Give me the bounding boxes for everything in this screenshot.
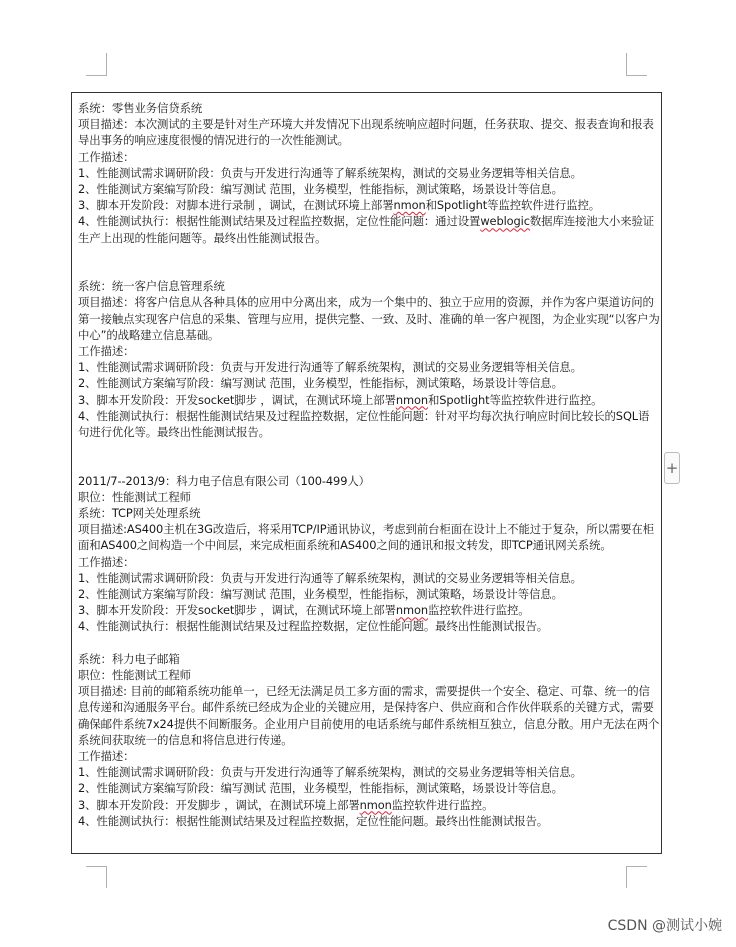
step-1: 1、性能测试需求调研阶段：负责与开发进行沟通等了解系统架构，测试的交易业务逻辑等相关信息。 <box>78 765 582 780</box>
add-content-button[interactable]: + <box>664 452 680 484</box>
work-description-label: 工作描述： <box>78 149 135 164</box>
project-3-system: 系统：TCP网关处理系统 <box>78 506 201 521</box>
step-1: 1、性能测试需求调研阶段：负责与开发进行沟通等了解系统架构，测试的交易业务逻辑等相关信息。 <box>78 360 582 375</box>
work-description-label: 工作描述： <box>78 344 135 359</box>
step-2: 2、性能测试方案编写阶段：编写测试 范围，业务模型，性能指标，测试策略，场景设计等信息。 <box>78 587 563 602</box>
crop-mark <box>626 866 647 867</box>
step-4: 4、性能测试执行：根据性能测试结果及过程监控数据，定位性能问题：通过设置weblogic数据库连接池大小来验证生产上出现的性能问题等。最终出性能测试报告。 <box>78 214 655 245</box>
position: 职位：性能测试工程师 <box>78 489 191 504</box>
project-4-system: 系统：科力电子邮箱 <box>78 651 180 666</box>
crop-mark <box>86 75 107 76</box>
step-4: 4、性能测试执行：根据性能测试结果及过程监控数据，定位性能问题。最终出性能测试报告。 <box>78 619 549 634</box>
crop-mark <box>106 53 107 75</box>
project-1-description: 项目描述：本次测试的主要是针对生产环境大并发情况下出现系统响应超时问题，任务获取、提交、报表查询和报表导出事务的响应速度很慢的情况进行的一次性能测试。 <box>78 117 654 148</box>
crop-mark <box>106 866 107 888</box>
crop-mark <box>626 53 627 75</box>
csdn-watermark: CSDN @测试小婉 <box>607 918 722 934</box>
step-2: 2、性能测试方案编写阶段：编写测试 范围，业务模型，性能指标，测试策略，场景设计等信息。 <box>78 182 563 197</box>
job-period: 2011/7--2013/9： <box>78 473 177 488</box>
step-3: 3、脚本开发阶段：开发socket脚步 ，调试，在测试环境上部署nmon和Spotlight等监控软件进行监控。 <box>78 392 603 407</box>
document-body[interactable] <box>78 100 660 829</box>
project-2-description: 项目描述：将客户信息从各种具体的应用中分离出来，成为一个集中的、独立于应用的资源，并作为客户渠道访问的第一接触点实现客户信息的采集、管理与应用，提供完整、一致、及时、准确的单一客户视图，为企业实现“以客户为中心”的战略建立信息基础。 <box>78 295 660 342</box>
job-company: 科力电子信息有限公司（100-499人） <box>176 473 370 488</box>
work-description-label: 工作描述： <box>78 749 135 764</box>
step-3: 3、脚本开发阶段：对脚本进行录制 ，调试，在测试环境上部署nmon和Spotlight等监控软件进行监控。 <box>78 198 601 213</box>
crop-mark <box>626 866 627 888</box>
crop-mark <box>86 866 107 867</box>
step-3: 3、脚本开发阶段：开发脚步 ，调试，在测试环境上部署nmon监控软件进行监控。 <box>78 797 494 812</box>
crop-mark <box>626 75 647 76</box>
step-4: 4、性能测试执行：根据性能测试结果及过程监控数据，定位性能问题：针对平均每次执行响应时间比较长的SQL语句进行优化等。最终出性能测试报告。 <box>78 408 650 440</box>
step-2: 2、性能测试方案编写阶段：编写测试 范围，业务模型，性能指标，测试策略，场景设计等信息。 <box>78 376 563 391</box>
position: 职位：性能测试工程师 <box>78 668 191 683</box>
step-1: 1、性能测试需求调研阶段：负责与开发进行沟通等了解系统架构，测试的交易业务逻辑等相关信息。 <box>78 165 582 180</box>
project-2-system: 系统：统一客户信息管理系统 <box>78 279 225 294</box>
step-4: 4、性能测试执行：根据性能测试结果及过程监控数据，定位性能问题。最终出性能测试报告。 <box>78 813 549 828</box>
step-3: 3、脚本开发阶段：开发socket脚步 ，调试，在测试环境上部署nmon监控软件进行监控。 <box>78 603 530 618</box>
step-2: 2、性能测试方案编写阶段：编写测试 范围，业务模型，性能指标，测试策略，场景设计等信息。 <box>78 781 563 796</box>
work-description-label: 工作描述： <box>78 554 135 569</box>
project-3-description: 项目描述:AS400主机在3G改造后，将采用TCP/IP通讯协议，考虑到前台柜面在设计上不能过于复杂，所以需要在柜面和AS400之间构造一个中间层，来完成柜面系统和AS400之间的通讯和报文转发，即TCP通讯网关系统。 <box>78 522 654 553</box>
job-header <box>78 473 660 489</box>
step-1: 1、性能测试需求调研阶段：负责与开发进行沟通等了解系统架构，测试的交易业务逻辑等相关信息。 <box>78 570 582 585</box>
project-4-description: 项目描述: 目前的邮箱系统功能单一，已经无法满足员工多方面的需求，需要提供一个安全、稳定、可靠、统一的信息传递和沟通服务平台。邮件系统已经成为企业的关键应用，是保持客户、供应商和合作伙伴联系的关键方式，需要确保邮件系统7x24提供不间断服务。企业用户目前使用的电话系统与邮件系统相互独立，信息分散。用户无法在两个系统间获取统一的信息和将信息进行传递。 <box>78 684 660 747</box>
project-1-system: 系统：零售业务信贷系统 <box>78 101 203 115</box>
